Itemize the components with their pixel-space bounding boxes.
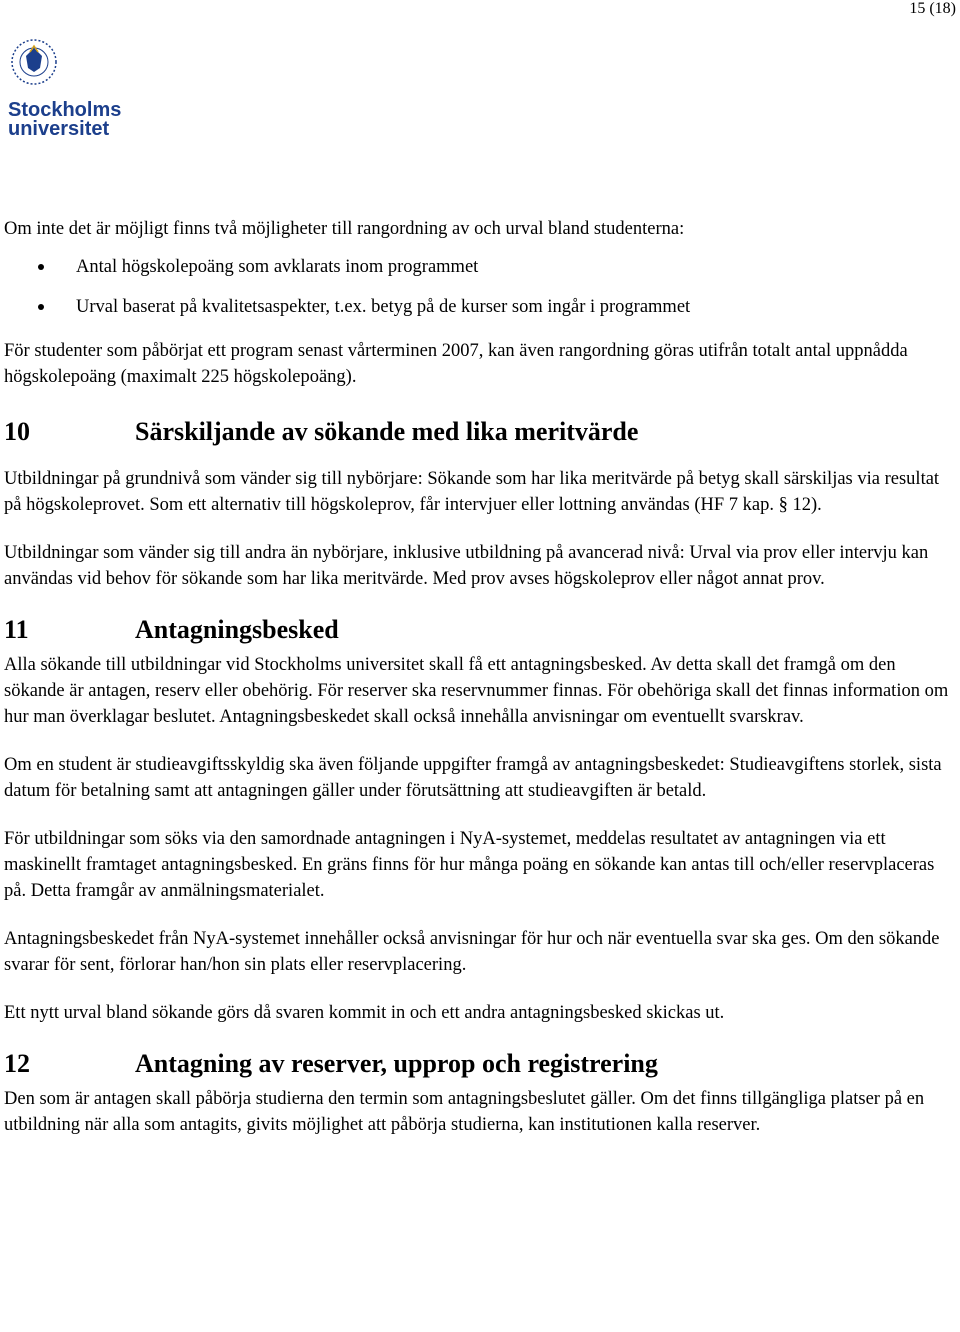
paragraph: Ett nytt urval bland sökande görs då svaren kommit in och ett andra antagningsbesked skickas ut. (4, 1003, 725, 1023)
page-number: 15 (18) (909, 0, 956, 17)
section-title: Antagning av reserver, upprop och registrering (135, 1049, 658, 1078)
section-heading-10 (4, 416, 954, 448)
university-logo (4, 38, 128, 138)
section-heading-12 (4, 1048, 954, 1080)
paragraph: För utbildningar som söks via den samordnade antagningen i NyA-systemet, meddelas resultatet av antagningen via ett maskinellt framtaget antagningsbesked. En gräns finns för hur många poäng en sökande kan antas till och/eller reservplaceras på. Detta framgår av anmälningsmaterialet. (4, 829, 935, 901)
paragraph-2007: För studenter som påbörjat ett program senast vårterminen 2007, kan även rangordning göras utifrån totalt antal uppnådda högskolepoäng (maximalt 225 högskolepoäng). (4, 341, 908, 387)
logo-line1: Stockholms (8, 99, 122, 121)
section-heading-11 (4, 614, 954, 646)
paragraph: Den som är antagen skall påbörja studierna den termin som antagningsbeslutet gäller. Om det finns tillgängliga platser på en utbildning när alla som antagits, givits möjlighet att påbörja studierna, kan institutionen kalla reserver. (4, 1089, 925, 1135)
list-item (4, 254, 954, 294)
bullet-list (4, 254, 954, 334)
paragraph: Utbildningar som vänder sig till andra än nybörjare, inklusive utbildning på avancerad nivå: Urval via prov eller intervju kan användas vid behov för sökande som har lika meritvärde. Med prov avses högskoleprov eller något annat prov. (4, 543, 929, 589)
paragraph: Alla sökande till utbildningar vid Stockholms universitet skall få ett antagningsbesked. Av detta skall det framgå om den sökande är antagen, reserv eller obehörig. För reserver ska reservnummer finnas. För obehöriga skall det finnas information om hur man överklagar beslutet. Antagningsbeskedet skall också innehålla anvisningar om eventuellt svarskrav. (4, 655, 949, 727)
bullet-icon (38, 304, 44, 310)
list-item-text: Urval baserat på kvalitetsaspekter, t.ex. betyg på de kurser som ingår i programmet (76, 297, 691, 317)
document-body (4, 216, 954, 1138)
section-number: 12 (4, 1049, 30, 1078)
paragraph: Utbildningar på grundnivå som vänder sig till nybörjare: Sökande som har lika meritvärde på betyg skall särskiljas via resultat på högskoleprovet. Som ett alternativ till högskoleprov, får intervjuer eller lottning användas (HF 7 kap. § 12). (4, 469, 940, 515)
section-number: 10 (4, 417, 30, 446)
stockholm-university-seal-icon (4, 38, 128, 138)
section-title: Särskiljande av sökande med lika meritvärde (135, 417, 639, 446)
paragraph: Antagningsbeskedet från NyA-systemet innehåller också anvisningar för hur och när eventuella svar ska ges. Om den sökande svarar för sent, förlorar han/hon sin plats eller reservplacering. (4, 929, 940, 975)
logo-line2: universitet (8, 118, 110, 138)
section-number: 11 (4, 615, 29, 644)
intro-paragraph: Om inte det är möjligt finns två möjligheter till rangordning av och urval bland studenterna: (4, 219, 685, 239)
section-title: Antagningsbesked (135, 615, 339, 644)
list-item-text: Antal högskolepoäng som avklarats inom programmet (76, 257, 479, 277)
paragraph: Om en student är studieavgiftsskyldig ska även följande uppgifter framgå av antagningsbeskedet: Studieavgiftens storlek, sista datum för betalning samt att antagningen gäller under förutsättning att studieavgiften är betald. (4, 755, 942, 801)
bullet-icon (38, 264, 44, 270)
list-item (4, 294, 954, 334)
